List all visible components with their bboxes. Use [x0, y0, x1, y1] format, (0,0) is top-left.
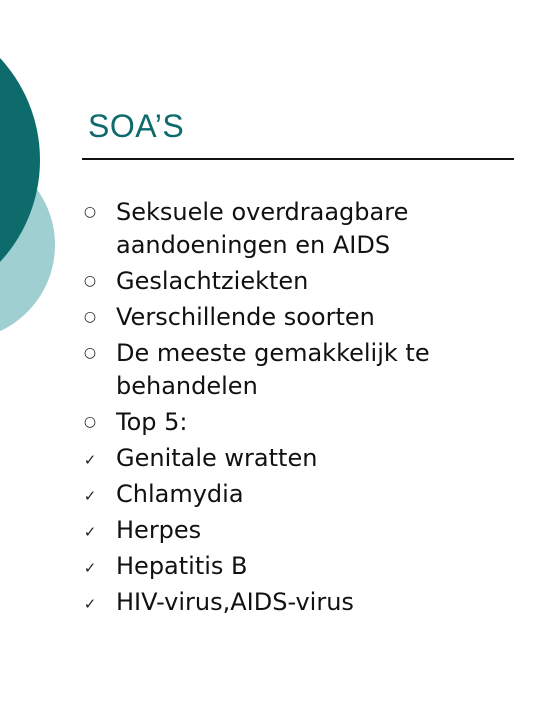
list-item: [80, 196, 520, 262]
item-text: Herpes: [116, 516, 202, 544]
list-item: [80, 514, 520, 547]
circle-bullet-icon: ○: [83, 414, 97, 430]
slide-title: SOA’S: [88, 108, 185, 144]
list-item: [80, 550, 520, 583]
item-text: Top 5:: [116, 408, 188, 436]
checkmark-bullet-icon: ✓: [83, 559, 97, 577]
list-item: [80, 442, 520, 475]
item-text: Hepatitis B: [116, 552, 248, 580]
circle-bullet-icon: ○: [83, 309, 97, 325]
item-text: HIV-virus,AIDS-virus: [116, 588, 354, 616]
item-text: Verschillende soorten: [116, 303, 375, 331]
list-item: [80, 478, 520, 511]
checkmark-bullet-icon: ✓: [83, 523, 97, 541]
title-divider: [82, 158, 514, 160]
checkmark-bullet-icon: ✓: [83, 487, 97, 505]
item-text: Seksuele overdraagbare aandoeningen en AIDS: [116, 198, 409, 259]
list-item: [80, 337, 520, 403]
bullet-list: [80, 196, 520, 622]
circle-bullet-icon: ○: [83, 345, 97, 361]
item-text: Genitale wratten: [116, 444, 318, 472]
item-text: De meeste gemakkelijk te behandelen: [116, 339, 430, 400]
checkmark-bullet-icon: ✓: [83, 595, 97, 613]
list-item: [80, 406, 520, 439]
circle-bullet-icon: ○: [83, 204, 97, 220]
list-item: [80, 301, 520, 334]
circle-bullet-icon: ○: [83, 273, 97, 289]
checkmark-bullet-icon: ✓: [83, 451, 97, 469]
item-text: Geslachtziekten: [116, 267, 309, 295]
list-item: [80, 265, 520, 298]
item-text: Chlamydia: [116, 480, 244, 508]
list-item: [80, 586, 520, 619]
